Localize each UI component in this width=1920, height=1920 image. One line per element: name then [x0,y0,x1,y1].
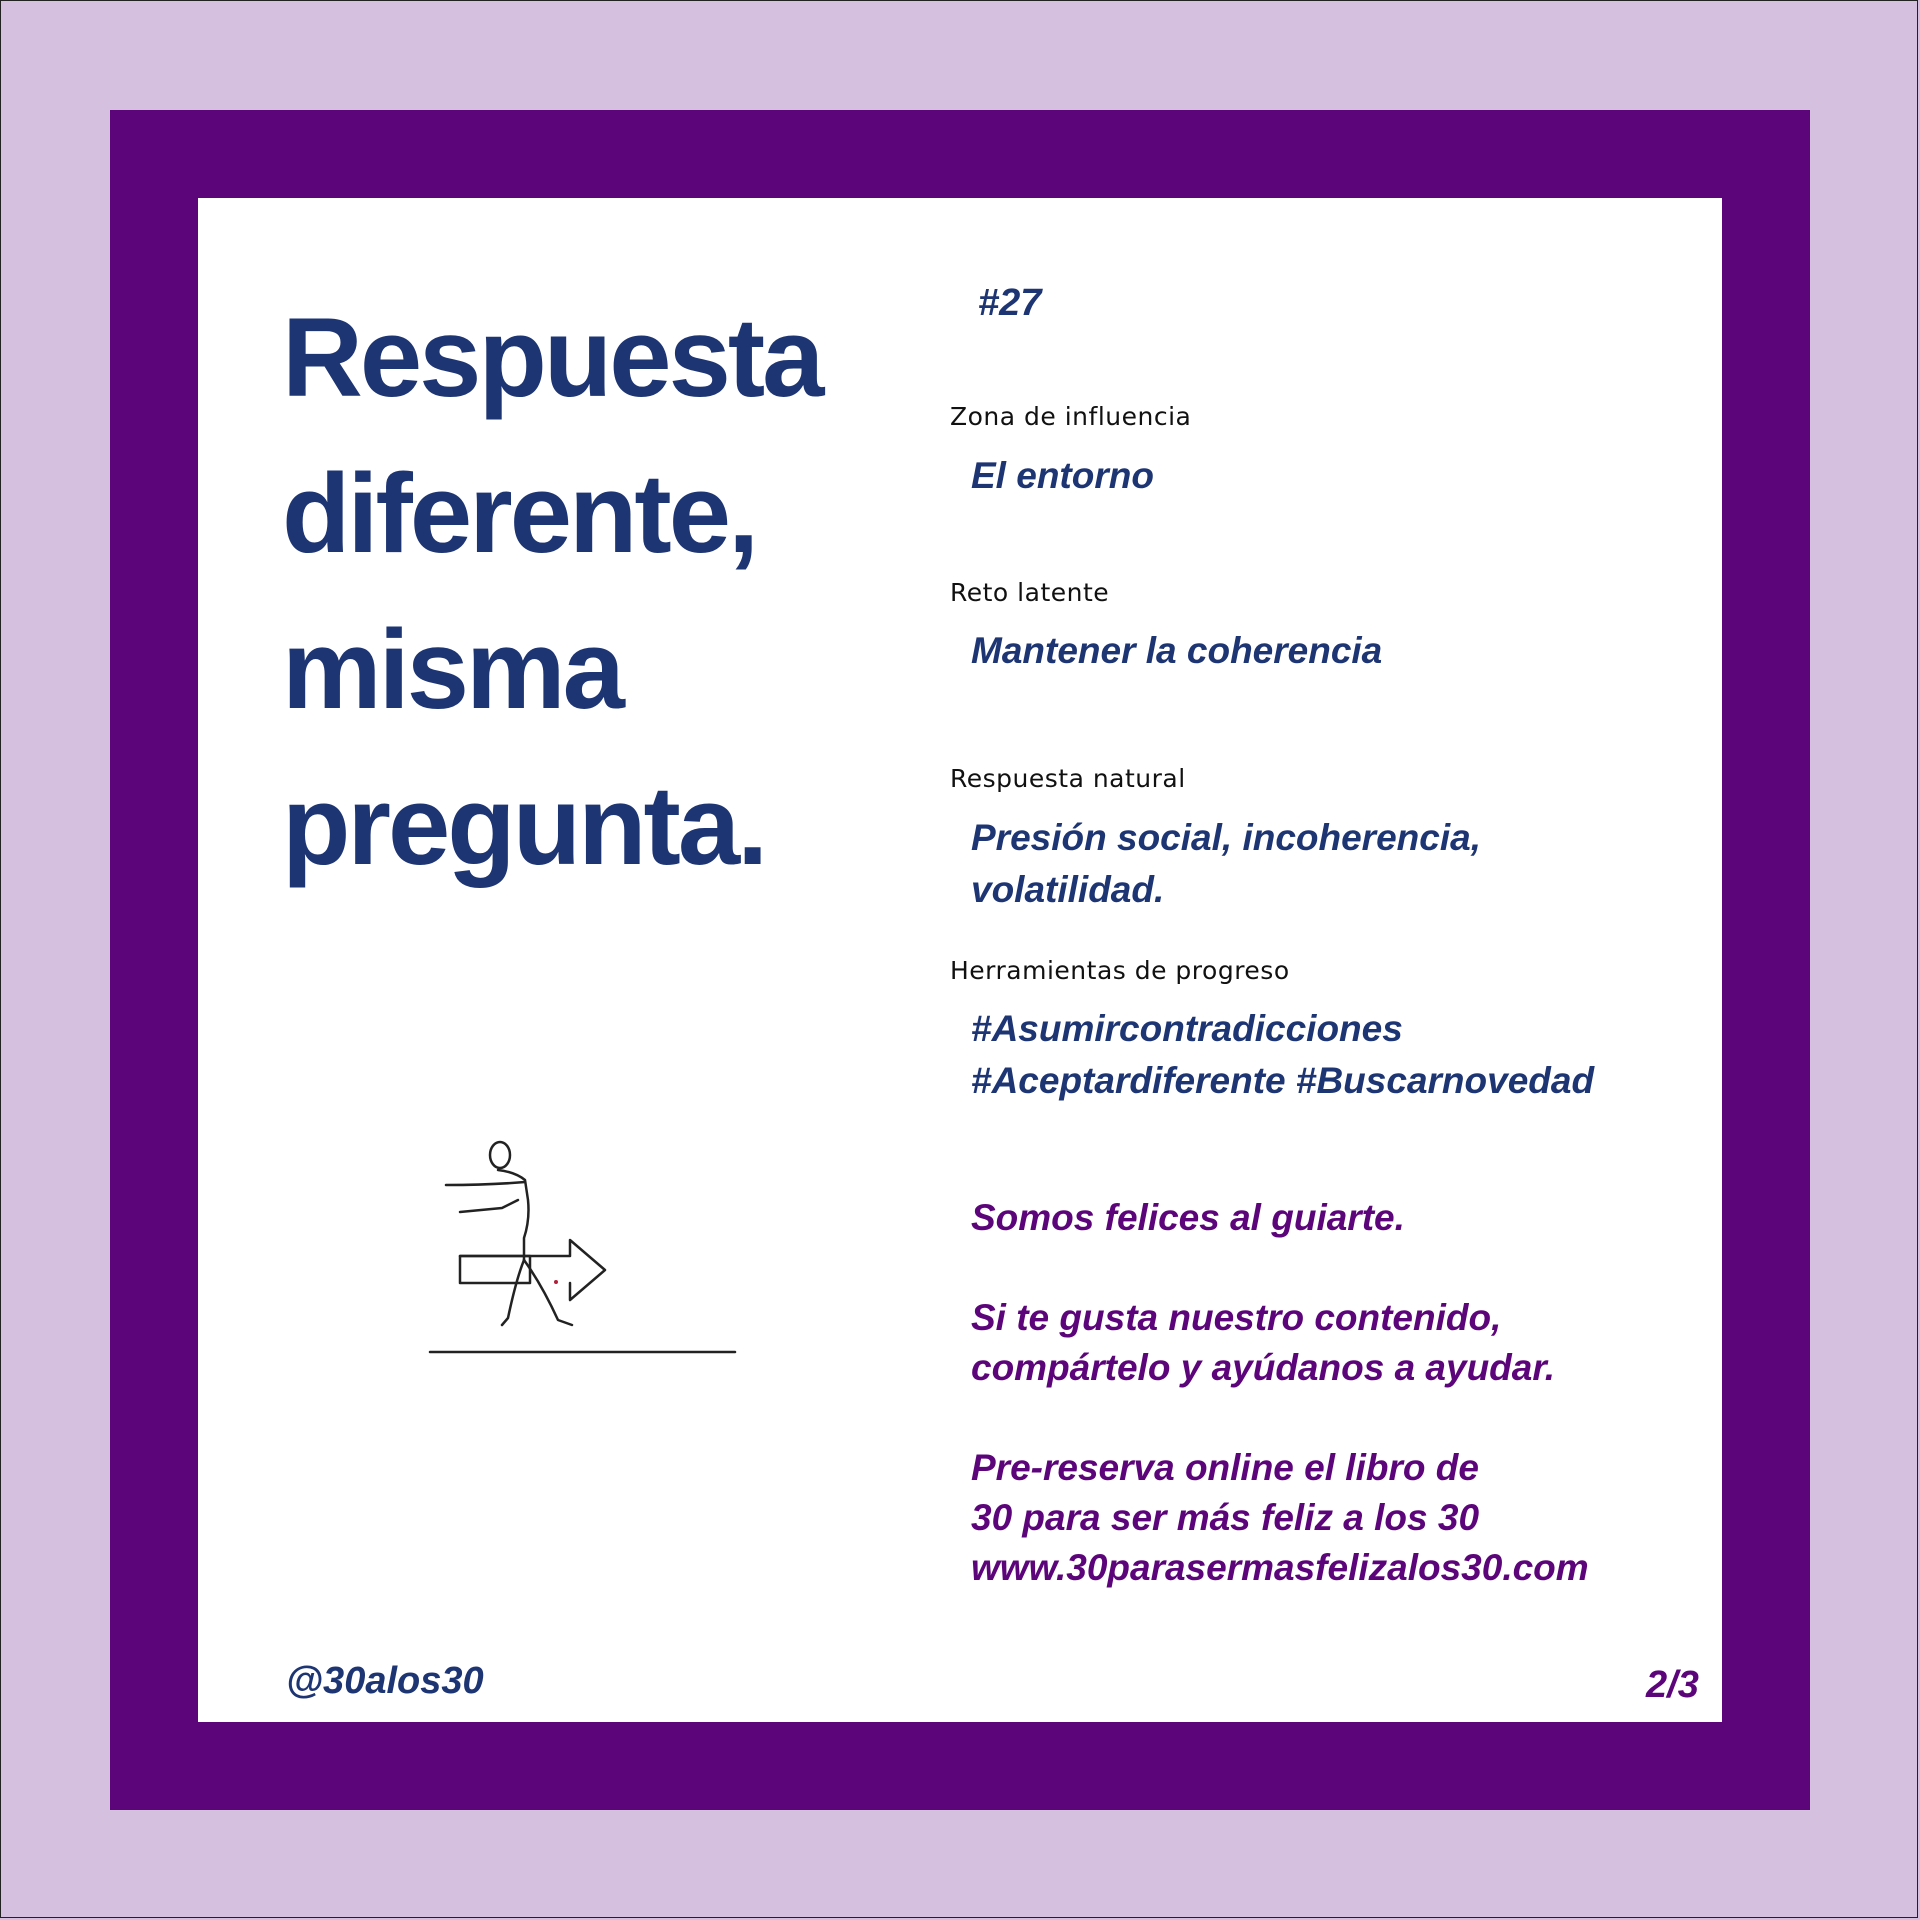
message-line: Si te gusta nuestro contenido, [971,1297,1502,1338]
respuesta-value [971,812,1481,916]
hashtag-line: #Aceptardiferente #Buscarnovedad [971,1060,1595,1101]
respuesta-value-line: volatilidad. [971,869,1165,910]
message-block [971,1193,1589,1593]
reto-value [971,625,1382,677]
title-line: Respuesta [282,295,822,420]
figure-with-arrow-illustration [420,1130,760,1370]
zona-value-text: El entorno [971,455,1154,496]
title-line: diferente, [282,451,757,576]
herramientas-value [971,1003,1594,1107]
message-line: Somos felices al guiarte. [971,1197,1405,1238]
main-title [282,280,982,904]
post-number: #27 [978,282,1042,324]
respuesta-label: Respuesta natural [950,764,1186,793]
social-handle[interactable]: @30alos30 [286,1660,484,1702]
zona-label: Zona de influencia [950,402,1192,431]
respuesta-value-line: Presión social, incoherencia, [971,817,1481,858]
title-line: pregunta. [282,763,766,888]
message-line: Pre-reserva online el libro de [971,1447,1479,1488]
title-line: misma [282,607,622,732]
website-link[interactable]: www.30parasermasfelizalos30.com [971,1547,1589,1588]
reto-label: Reto latente [950,578,1110,607]
reto-value-text: Mantener la coherencia [971,630,1383,671]
zona-value [971,450,1154,502]
message-line: 30 para ser más feliz a los 30 [971,1497,1480,1538]
herramientas-label: Herramientas de progreso [950,956,1290,985]
message-line: compártelo y ayúdanos a ayudar. [971,1347,1555,1388]
page-indicator: 2/3 [1646,1664,1699,1706]
hashtag-line: #Asumircontradicciones [971,1008,1403,1049]
